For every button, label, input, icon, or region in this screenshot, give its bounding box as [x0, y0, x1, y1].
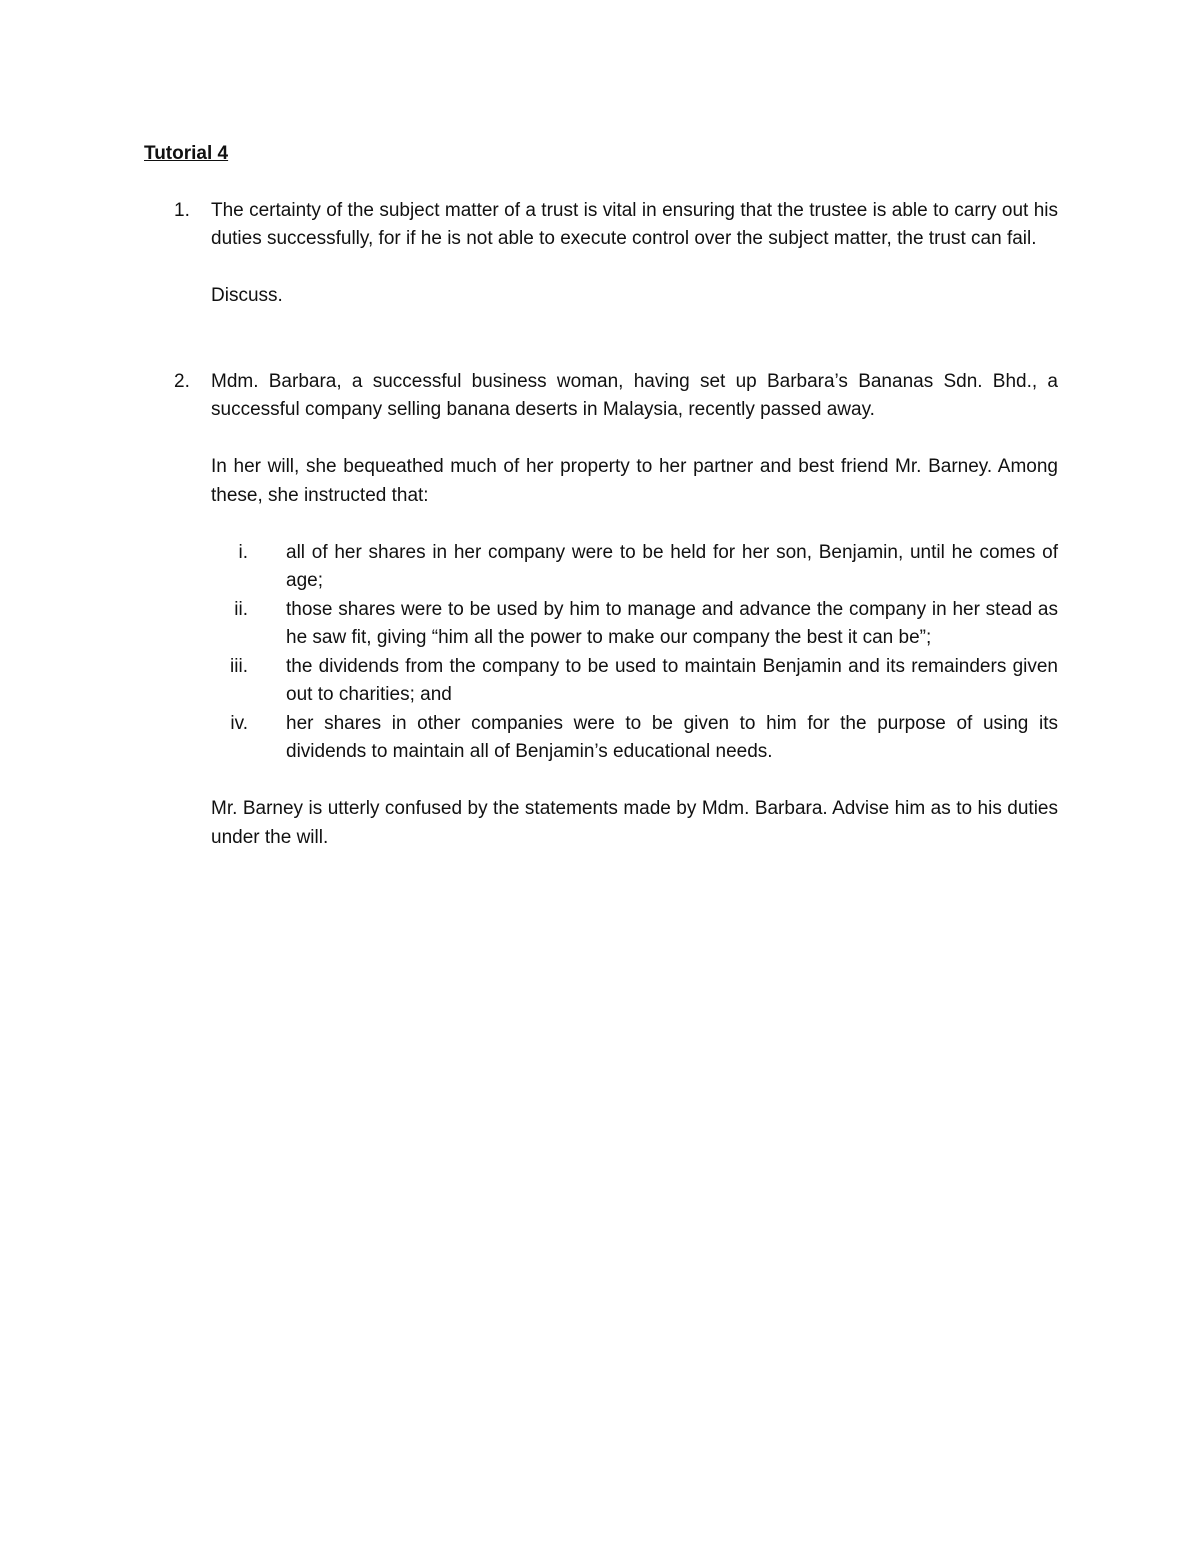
list-item-number: iii.	[230, 655, 248, 677]
question-instruction: Discuss.	[211, 285, 283, 306]
list-item-number: i.	[238, 541, 248, 563]
document-title: Tutorial 4	[144, 143, 229, 164]
list-item-text: her shares in other companies were to be given to him for the purpose of using its dividends to maintain all of Benjamin’s educational needs.	[286, 712, 1058, 762]
list-item	[211, 539, 1058, 596]
list-item-text: those shares were to be used by him to manage and advance the company in her stead as he saw fit, giving “him all the power to make our company the best it can be”;	[286, 598, 1058, 648]
list-item-text: all of her shares in her company were to be held for her son, Benjamin, until he comes of age;	[286, 541, 1058, 591]
list-item	[211, 710, 1058, 767]
question-text: The certainty of the subject matter of a trust is vital in ensuring that the trustee is able to carry out his duties successfully, for if he is not able to execute control over the subject matter, the trust can fail.	[211, 199, 1058, 249]
list-item	[211, 596, 1058, 653]
question-1	[144, 197, 1058, 311]
question-number: 1.	[174, 199, 190, 221]
question-number: 2.	[174, 370, 190, 392]
list-item-number: ii.	[234, 598, 248, 620]
list-item-number: iv.	[230, 712, 248, 734]
list-item	[211, 653, 1058, 710]
question-2	[144, 368, 1058, 853]
question-closing: Mr. Barney is utterly confused by the statements made by Mdm. Barbara. Advise him as to his duties under the will.	[211, 798, 1058, 848]
question-will-text: In her will, she bequeathed much of her property to her partner and best friend Mr. Barney. Among these, she instructed that:	[211, 456, 1058, 506]
list-item-text: the dividends from the company to be used to maintain Benjamin and its remainders given out to charities; and	[286, 655, 1058, 705]
question-intro: Mdm. Barbara, a successful business woman, having set up Barbara’s Bananas Sdn. Bhd., a successful company selling banana deserts in Malaysia, recently passed away.	[211, 370, 1058, 420]
document-body	[144, 140, 1058, 852]
